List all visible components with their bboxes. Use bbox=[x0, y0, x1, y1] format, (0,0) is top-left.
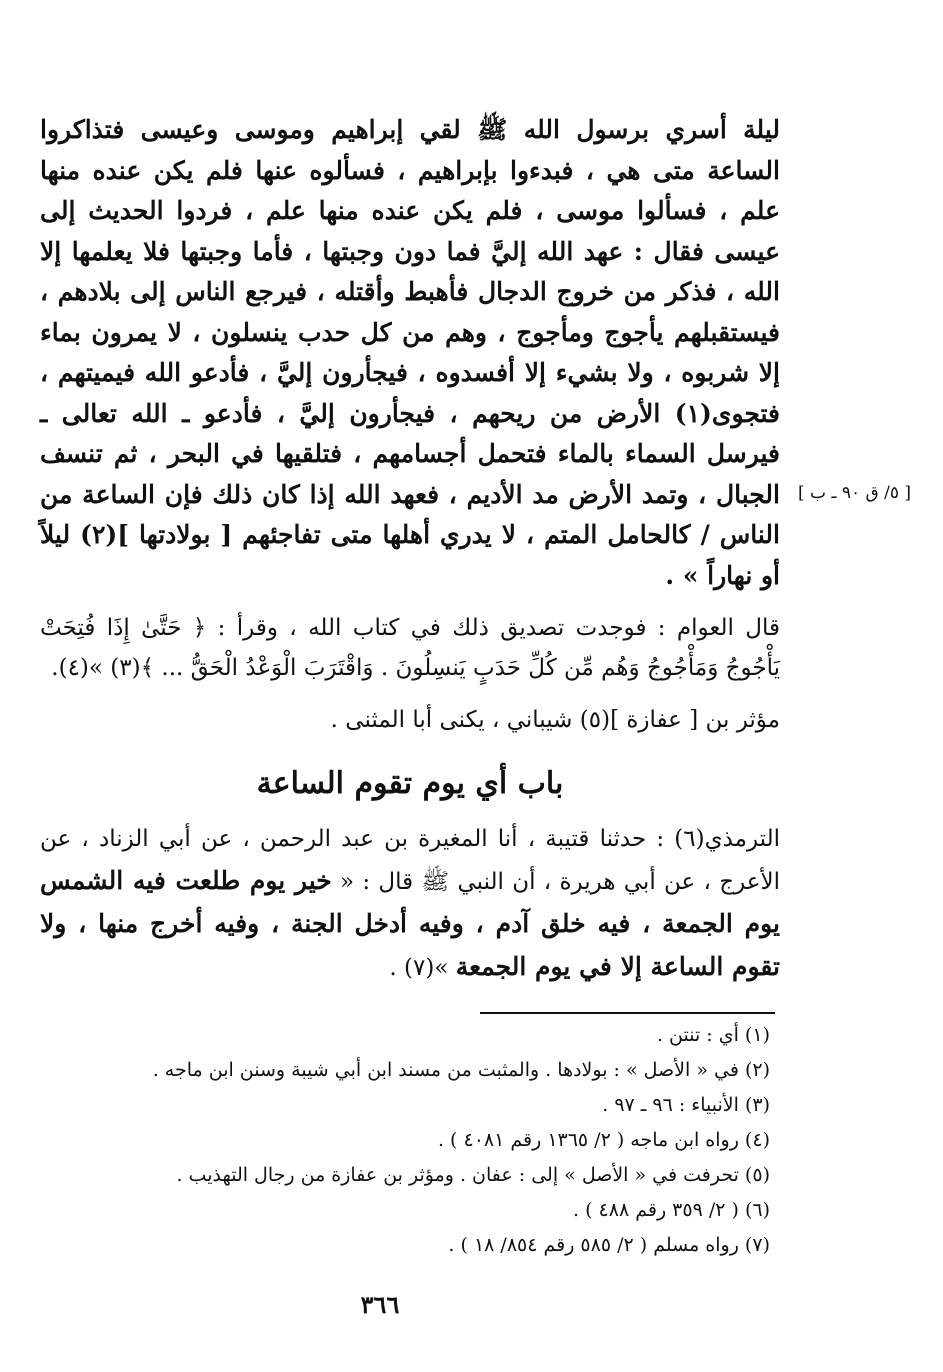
page-body bbox=[40, 110, 780, 989]
margin-manuscript-reference: [ ٥/ ق ٩٠ ـ ب ] bbox=[798, 483, 912, 503]
footnote: (٦) ( ٢/ ٣٥٩ رقم ٤٨٨ ) . bbox=[573, 1199, 770, 1221]
hadith-matn: خير يوم طلعت فيه الشمس يوم الجمعة ، فيه خلق آدم ، وفيه أدخل الجنة ، وفيه أخرج منها ، ولا تقوم الساعة إلا في يوم الجمعة bbox=[40, 866, 780, 981]
page-number: ٣٦٦ bbox=[360, 1290, 400, 1319]
footnote: (٢) في « الأصل » : بولادها . والمثبت من مسند ابن أبي شيبة وسنن ابن ماجه . bbox=[152, 1059, 770, 1081]
footnotes-section bbox=[40, 1018, 770, 1263]
hadith-chain: الترمذي(٦) : حدثنا قتيبة ، أنا المغيرة بن عبد الرحمن ، عن أبي الزناد ، عن الأعرج ، عن أبي هريرة ، أن النبي ﷺ قال : « bbox=[40, 826, 780, 895]
footnote: (٥) تحرفت في « الأصل » إلى : عفان . ومؤثر بن عفازة من رجال التهذيب . bbox=[176, 1164, 770, 1186]
footnote: (٤) رواه ابن ماجه ( ٢/ ١٣٦٥ رقم ٤٠٨١ ) . bbox=[437, 1129, 770, 1151]
narrator-note-paragraph: مؤثر بن [ عفازة ](٥) شيباني ، يكنى أبا المثنى . bbox=[330, 707, 780, 733]
footnote-divider bbox=[480, 1012, 775, 1014]
chapter-title: باب أي يوم تقوم الساعة bbox=[256, 766, 564, 801]
footnote: (٣) الأنبياء : ٩٦ ـ ٩٧ . bbox=[602, 1094, 770, 1116]
main-hadith-paragraph: ليلة أسري برسول الله ﷺ لقي إبراهيم وموسى وعيسى فتذاكروا الساعة متى هي ، فبدءوا بإبراهيم ، فسألوه عنها فلم يكن عنده منها علم ، فسألوا موسى ، فلم يكن عنده منها علم ، فردوا الحديث إلى عيسى فقال : عهد الله إليَّ فما دون وجبتها ، فأما وجبتها فلا يعلمها إلا الله ، فذكر من خروج الدجال فأهبط وأقتله ، فيرجع الناس إلى بلادهم ، فيستقبلهم يأجوج ومأجوج ، وهم من كل حدب ينسلون ، لا يمرون بماء إلا شربوه ، ولا بشيء إلا أفسدوه ، فيجأرون إليَّ ، فأدعو الله فيميتهم ، فتجوى(١) الأرض من ريحهم ، فيجأرون إليَّ ، فأدعو ـ الله تعالى ـ فيرسل السماء بالماء فتحمل أجسامهم ، فتلقيها في البحر ، ثم تنسف الجبال ، وتمد الأرض مد الأديم ، فعهد الله إذا كان ذلك فإن الساعة من الناس / كالحامل المتم ، لا يدري أهلها متى تفاجئهم [ بولادتها ](٢) ليلاً أو نهاراً » . bbox=[40, 115, 780, 590]
awwam-paragraph: قال العوام : فوجدت تصديق ذلك في كتاب الله ، وقرأ : ﴿ حَتَّىٰ إِذَا فُتِحَتْ يَأْجُوجُ وَمَأْجُوجُ وَهُم مِّن كُلِّ حَدَبٍ يَنسِلُونَ . وَاقْتَرَبَ الْوَعْدُ الْحَقُّ ... ﴾(٣) »(٤). bbox=[40, 615, 780, 681]
footnote: (١) أي : تنتن . bbox=[656, 1024, 770, 1046]
hadith-close: »(٧) . bbox=[389, 955, 449, 981]
tirmidhi-hadith-paragraph bbox=[40, 819, 780, 989]
footnote: (٧) رواه مسلم ( ٢/ ٥٨٥ رقم ٨٥٤/ ١٨ ) . bbox=[448, 1234, 770, 1256]
